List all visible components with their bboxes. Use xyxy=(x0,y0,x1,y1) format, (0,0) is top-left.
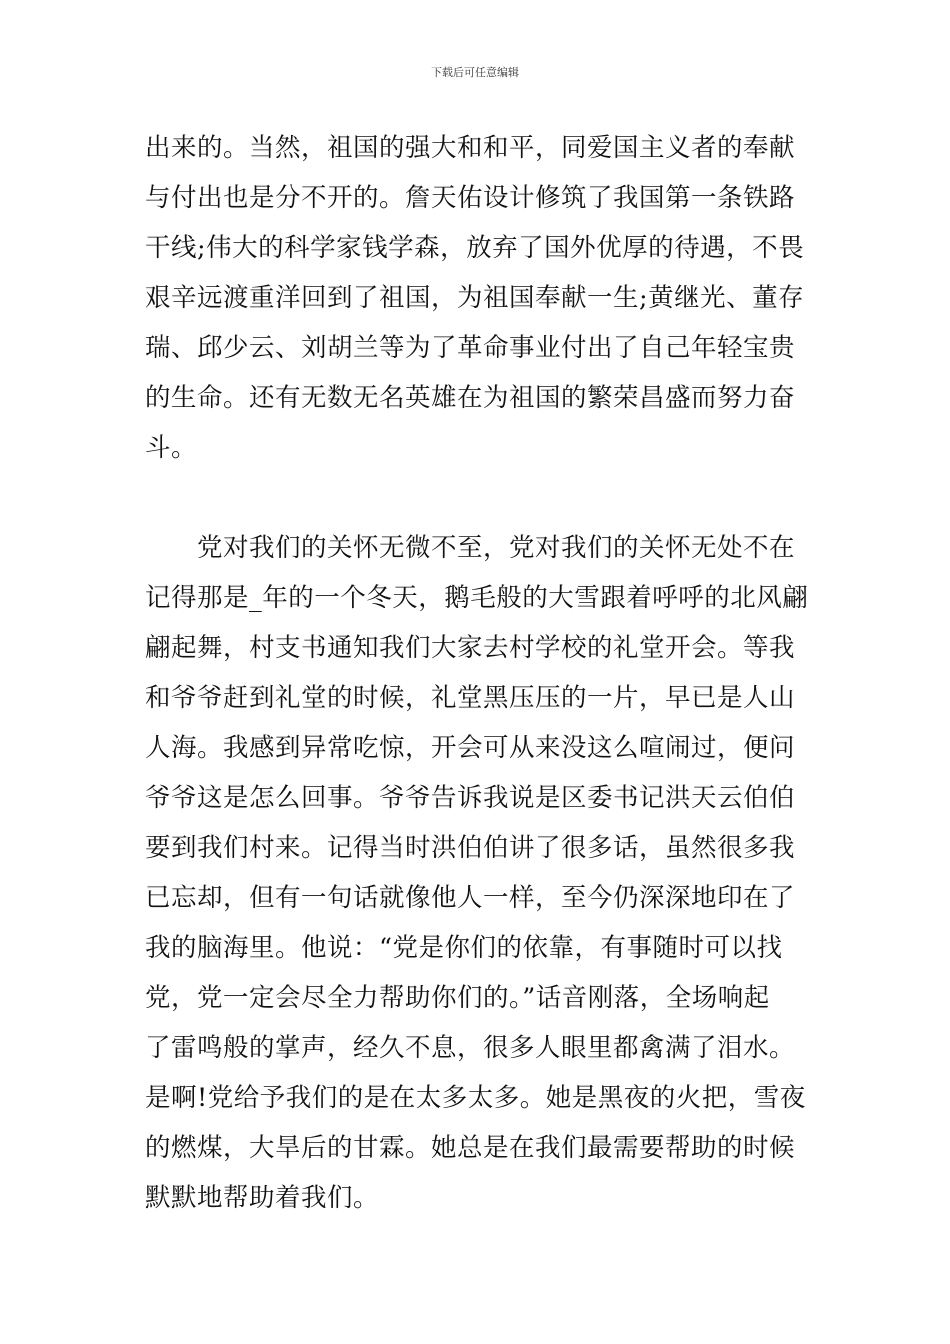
paragraph-line: 和爷爷赶到礼堂的时候，礼堂黑压压的一片，早已是人山 xyxy=(145,683,796,713)
paragraph-line: 已忘却，但有一句话就像他人一样，至今仍深深地印在了 xyxy=(145,883,796,913)
paragraph-line: 与付出也是分不开的。詹天佑设计修筑了我国第一条铁路 xyxy=(145,183,796,213)
paragraph-line: 我的脑海里。他说：“党是你们的依靠，有事随时可以找 xyxy=(145,933,783,963)
paragraph-line: 艰辛远渡重洋回到了祖国，为祖国奉献一生;黄继光、董存 xyxy=(145,283,805,313)
paragraph-line: 爷爷这是怎么回事。爷爷告诉我说是区委书记洪天云伯伯 xyxy=(145,783,796,813)
paragraph-line: 的生命。还有无数无名英雄在为祖国的繁荣昌盛而努力奋 xyxy=(145,383,796,413)
paragraph-line: 瑞、邱少云、刘胡兰等为了革命事业付出了自己年轻宝贵 xyxy=(145,333,796,363)
paragraph-line: 党对我们的关怀无微不至，党对我们的关怀无处不在 xyxy=(197,533,796,563)
paragraph-line: 的燃煤，大旱后的甘霖。她总是在我们最需要帮助的时候 xyxy=(145,1133,796,1163)
paragraph-line: 记得那是_年的一个冬天，鹅毛般的大雪跟着呼呼的北风翩 xyxy=(145,583,809,613)
paragraph-line: 翩起舞，村支书通知我们大家去村学校的礼堂开会。等我 xyxy=(145,633,796,663)
paragraph-line: 要到我们村来。记得当时洪伯伯讲了很多话，虽然很多我 xyxy=(145,833,796,863)
paragraph-line: 干线;伟大的科学家钱学森，放弃了国外优厚的待遇，不畏 xyxy=(145,233,805,263)
page-header: 下载后可任意编辑 xyxy=(431,66,519,79)
paragraph-line: 是啊!党给予我们的是在太多太多。她是黑夜的火把，雪夜 xyxy=(145,1083,806,1113)
paragraph-line: 斗。 xyxy=(145,433,198,463)
paragraph-line: 了雷鸣般的掌声，经久不息，很多人眼里都禽满了泪水。 xyxy=(145,1033,796,1063)
paragraph-line: 人海。我感到异常吃惊，开会可从来没这么喧闹过，便问 xyxy=(145,733,796,763)
paragraph-line: 党，党一定会尽全力帮助你们的。”话音刚落，全场响起 xyxy=(145,983,770,1013)
paragraph-line: 默默地帮助着我们。 xyxy=(145,1183,380,1213)
paragraph-line: 出来的。当然，祖国的强大和和平，同爱国主义者的奉献 xyxy=(145,133,796,163)
